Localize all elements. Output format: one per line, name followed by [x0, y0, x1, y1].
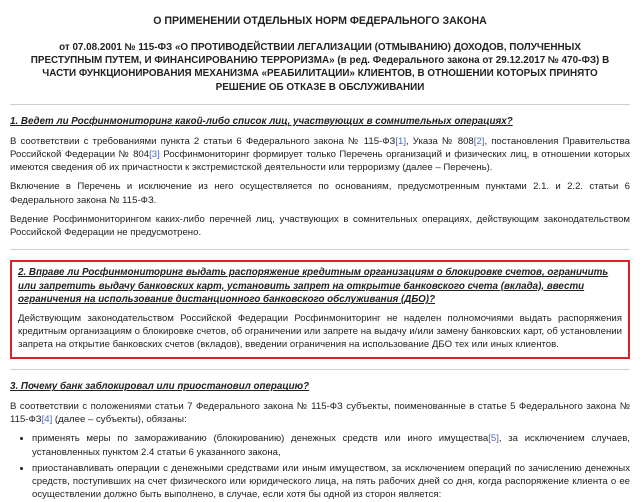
divider: [10, 369, 630, 370]
list-item: • приостанавливать операции с денежными средствами или иным имуществом, за исключением операций по зачислению денежных средств, поступивших на счет физического или юридического лица, на пять рабочих дней со дня, когда распоряжение клиента о ее осуществлении должно быть выполнено, в случае, если хотя бы одной из сторон является:: [32, 462, 630, 502]
text: Росфинмониторинг формирует только Перечень организаций и физических лиц, в отношении которых имеются сведения об их причастности к экстремистской деятельности или терроризму (далее – Перечень).: [10, 148, 630, 174]
page-title: О ПРИМЕНЕНИИ ОТДЕЛЬНЫХ НОРМ ФЕДЕРАЛЬНОГО ЗАКОНА: [153, 15, 487, 27]
text: , за исключением случаев, установленных пунктом 2.4 статьи 6 указанного закона,: [32, 433, 630, 458]
footnote-link-1[interactable]: [ 1 ]: [395, 136, 406, 147]
text: применять меры по замораживанию (блокированию) денежных средств или иного имущества: [32, 433, 489, 445]
divider: [10, 249, 630, 250]
text: (далее – субъекты), обязаны:: [52, 414, 187, 426]
obligations-list: [10, 432, 630, 501]
footnote-link-5[interactable]: [ 5 ]: [488, 433, 499, 444]
answer-1-paragraph-1: [10, 135, 630, 175]
text: В соответствии с положениями статьи 7 Федерального закона № 115-ФЗ субъекты, поименованные в статье 5 Федерального закона № 115-ФЗ: [10, 400, 630, 426]
answer-2-paragraph-1: Действующим законодательством Российской Федерации Росфинмониторинг не наделен полномочиями выдать распоряжения кредитным организациям о блокировке счетов, об ограничении или запрете на выдачу и/или замену банковских карт, об установлении запрета на открытие банковских счетов (вкладов), введении ограничения на использование ДБО тех или иных клиентов.: [18, 312, 622, 351]
question-1: 1. Ведет ли Росфинмониторинг какой-либо список лиц, участвующих в сомнительных операциях?: [10, 116, 513, 128]
answer-1-paragraph-2: Включение в Перечень и исключение из него осуществляется по основаниям, предусмотренным пунктами 2.1. и 2.2. статьи 6 Федерального закона № 115-ФЗ.: [10, 181, 630, 206]
section-2-highlight-box: [10, 260, 630, 359]
text: , постановления Правительства Российской Федерации № 804: [10, 135, 631, 160]
text: , Указа № 808: [406, 135, 474, 147]
answer-1-paragraph-3: Ведение Росфинмониторингом каких-либо перечней лиц, участвующих в сомнительных операциях, действующим законодательством Российской Федерации не предусмотрено.: [10, 213, 630, 238]
footnote-link-3[interactable]: [ 3 ]: [149, 149, 160, 160]
answer-3-paragraph-1: [10, 400, 630, 426]
footnote-link-4[interactable]: [ 4 ]: [42, 414, 53, 425]
list-item: [32, 432, 630, 458]
divider: [10, 104, 630, 105]
page-subtitle: от 07.08.2001 № 115-ФЗ «О ПРОТИВОДЕЙСТВИИ ЛЕГАЛИЗАЦИИ (ОТМЫВАНИЮ) ДОХОДОВ, ПОЛУЧЕННЫХ ПРЕСТУПНЫМ ПУТЕМ, И ФИНАНСИРОВАНИЮ ТЕРРОРИЗМА» (в ред. Федерального закона от 29.12.2017 № 470-ФЗ) В ЧАСТИ ФУНКЦИОНИРОВАНИЯ МЕХАНИЗМА «РЕАБИЛИТАЦИИ» КЛИЕНТОВ, В ОТНОШЕНИИ КОТОРЫХ ПРИНЯТО РЕШЕНИЕ ОБ ОТКАЗЕ В ОБСЛУЖИВАНИИ: [30, 41, 610, 93]
text: В соответствии с требованиями пункта 2 статьи 6 Федерального закона № 115-ФЗ: [10, 135, 396, 147]
section-1: [10, 115, 630, 239]
section-3: [10, 380, 630, 501]
footnote-link-2[interactable]: [ 2 ]: [474, 136, 485, 147]
question-3: 3. Почему банк заблокировал или приостановил операцию?: [10, 381, 310, 393]
question-2: 2. Вправе ли Росфинмониторинг выдать распоряжение кредитным организациям о блокировке счетов, ограничить или запретить выдачу банковских карт, установить запрет на открытие банковского счета (вклада), ввести ограничения на использование дистанционного банковского обслуживания (ДБО)?: [18, 267, 609, 306]
